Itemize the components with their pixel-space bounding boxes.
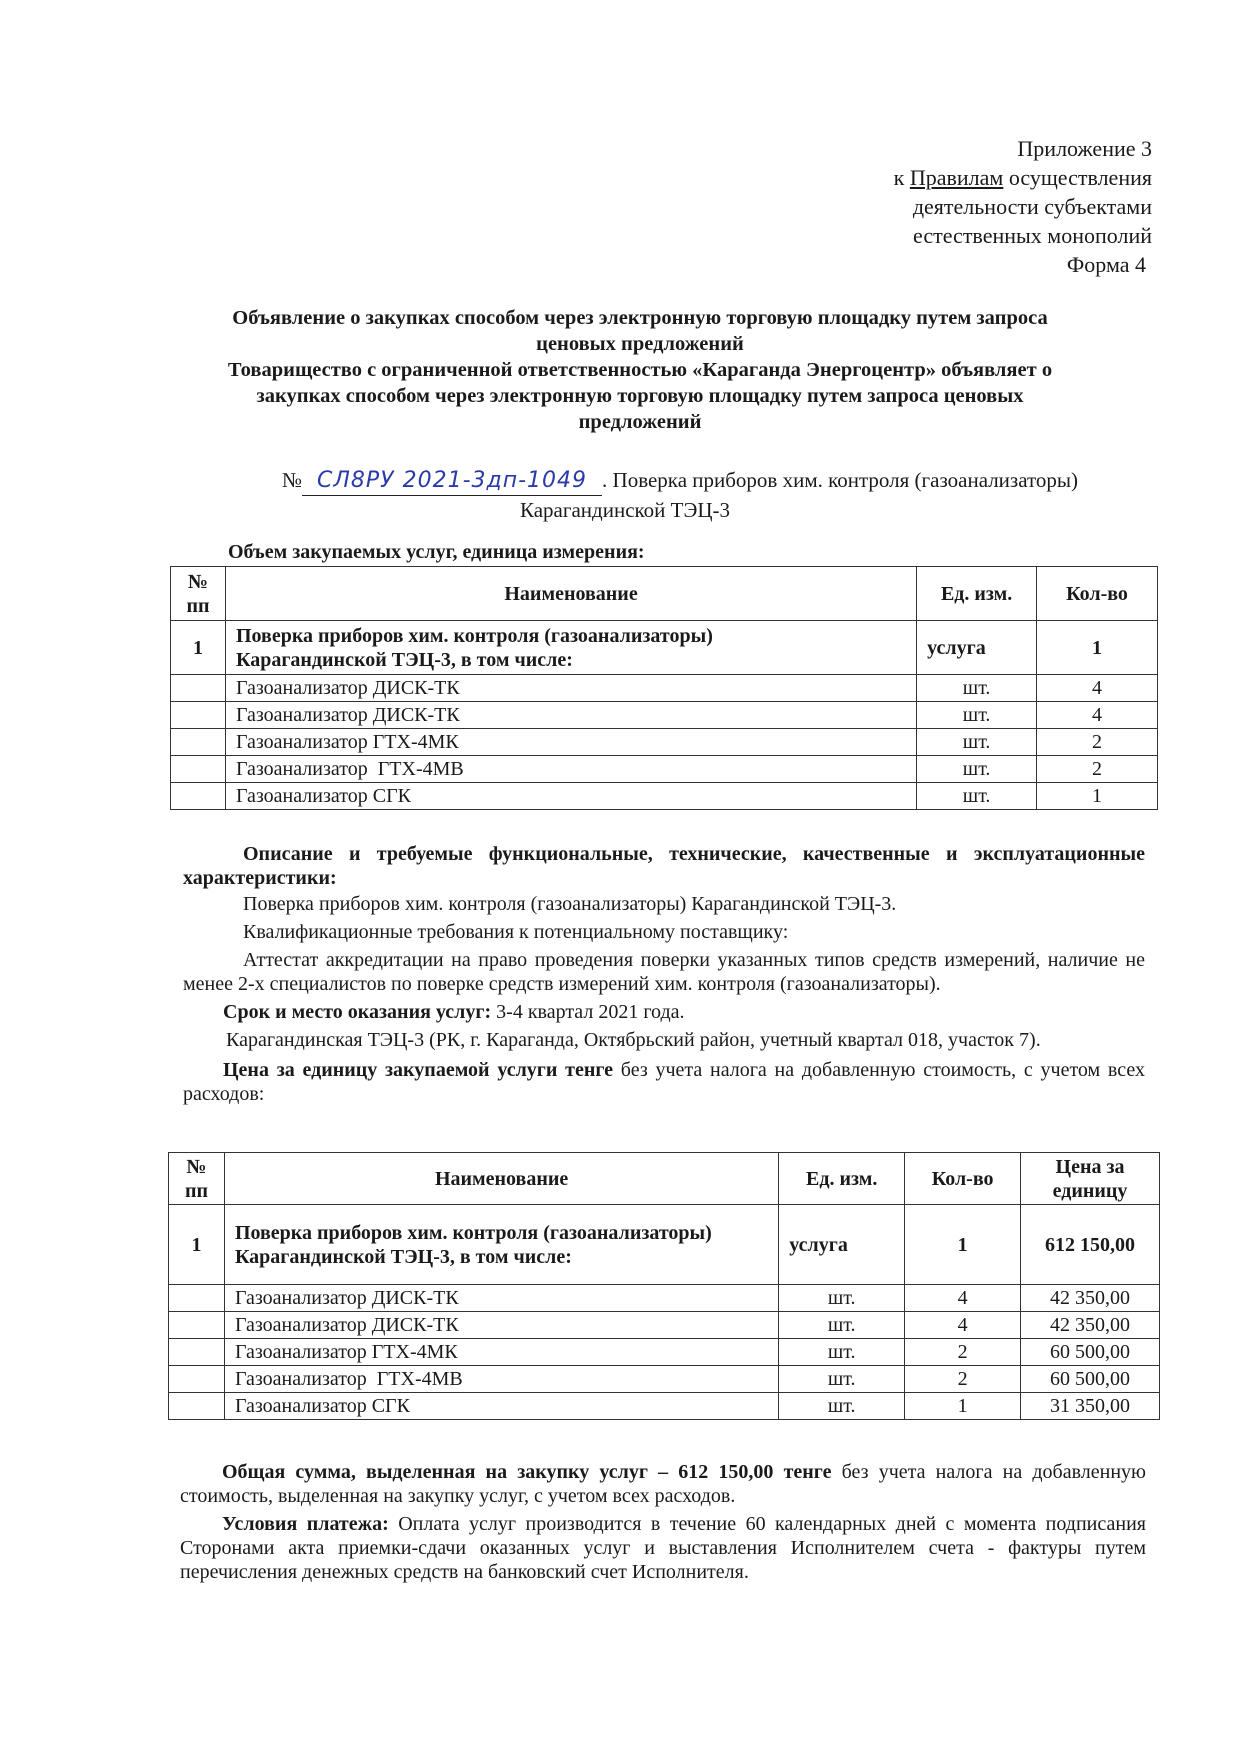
row-unit: шт. [917,729,1037,756]
row-price: 60 500,00 [1021,1339,1160,1366]
row-price: 42 350,00 [1021,1285,1160,1312]
row-qty: 2 [905,1339,1021,1366]
row-unit: шт. [779,1339,905,1366]
price-text: без учета налога на добавленную стоимость, с учетом всех расходов: [183,1059,1145,1105]
row-name: Газоанализатор ГТХ-4МВ [225,756,916,783]
table-row [171,675,1158,702]
header-qty: Кол-во [1037,567,1158,621]
row-unit: услуга [917,621,1037,675]
row-qty: 1 [905,1205,1021,1285]
header-num: № пп [169,1153,225,1205]
payment-label: Условия платежа: [222,1513,389,1535]
table-row [169,1312,1160,1339]
table-row-main [169,1205,1160,1285]
description-line: Поверка приборов хим. контроля (газоанализаторы) Карагандинской ТЭЦ-3. [243,893,897,915]
total-block [180,1460,1146,1584]
volume-table [170,566,1158,810]
number-sign: № [281,468,303,492]
table-row [169,1339,1160,1366]
title-line: Товарищество с ограниченной ответственностью «Караганда Энергоцентр» объявляет о [227,359,1053,381]
description-block [183,842,1145,1106]
row-price: 31 350,00 [1021,1393,1160,1420]
description-line: Квалификационные требования к потенциальному поставщику: [243,921,789,943]
volume-heading: Объем закупаемых услуг, единица измерения: [228,541,645,563]
header-name: Наименование [225,567,916,621]
row-unit: шт. [917,702,1037,729]
payment-text: Оплата услуг производится в течение 60 календарных дней с момента подписания Сторонами акта приемки-сдачи оказанных услуг и выставления Исполнителем счета - фактуры путем перечисления денежных средств на банковский счет Исполнителя. [180,1513,1146,1583]
table-row [169,1285,1160,1312]
appendix-line: деятельности субъектами [912,194,1152,219]
term-label: Срок и место оказания услуг: [223,1001,492,1023]
row-qty: 4 [905,1285,1021,1312]
row-qty: 2 [1037,756,1158,783]
appendix-header [894,134,1152,279]
document-title [150,305,1130,435]
price-label: Цена за единицу закупаемой услуги тенге [223,1059,614,1081]
row-num [171,783,226,810]
number-subject: . Поверка приборов хим. контроля (газоанализаторы) [602,468,1078,492]
row-name: Газоанализатор ДИСК-ТК [224,1285,778,1312]
row-name-line: Поверка приборов хим. контроля (газоанализаторы) [235,624,713,647]
row-num [171,756,226,783]
total-line [180,1460,1146,1508]
appendix-form-label: Форма 4 [1066,252,1146,277]
row-name: Поверка приборов хим. контроля (газоанализаторы) Карагандинской ТЭЦ-3, в том числе: [224,1205,778,1285]
table-row [171,783,1158,810]
header-unit: Ед. изм. [917,567,1037,621]
header-name: Наименование [224,1153,778,1205]
table-row-main [171,621,1158,675]
appendix-line [894,163,1152,192]
row-num [169,1339,225,1366]
table-row [171,729,1158,756]
row-unit: шт. [779,1312,905,1339]
appendix-line: естественных монополий [913,223,1152,248]
row-name-line: Карагандинской ТЭЦ-3, в том числе: [235,648,573,671]
row-num: 1 [169,1205,225,1285]
row-qty: 4 [1037,702,1158,729]
description-heading: Описание и требуемые функциональные, технические, качественные и эксплуатационные характеристики: [183,843,1145,889]
table-header-row [171,567,1158,621]
title-line: ценовых предложений [536,333,744,355]
appendix-line: Приложение 3 [1017,136,1152,161]
row-unit: услуга [779,1205,905,1285]
row-num [171,702,226,729]
row-unit: шт. [779,1285,905,1312]
row-qty: 4 [905,1312,1021,1339]
appendix-text: к [893,165,910,190]
procurement-number [200,466,1160,524]
row-name: Газоанализатор ДИСК-ТК [225,702,916,729]
header-num: № пп [171,567,226,621]
row-unit: шт. [779,1366,905,1393]
row-qty: 1 [1037,621,1158,675]
row-unit: шт. [917,783,1037,810]
row-unit: шт. [917,756,1037,783]
row-num: 1 [171,621,226,675]
header-unit: Ед. изм. [779,1153,905,1205]
row-qty: 4 [1037,675,1158,702]
description-line: Аттестат аккредитации на право проведения поверки указанных типов средств измерений, наличие не менее 2-х специалистов по поверке средств измерений хим. контроля (газоанализаторы). [183,949,1145,995]
row-num [169,1393,225,1420]
row-name: Газоанализатор ГТХ-4МК [225,729,916,756]
row-name: Газоанализатор СГК [225,783,916,810]
row-num [169,1312,225,1339]
number-subject-line2: Карагандинской ТЭЦ-3 [520,498,730,522]
rules-link[interactable]: Правилам [909,165,1004,190]
row-price: 612 150,00 [1021,1205,1160,1285]
header-price: Цена за единицу [1021,1153,1160,1205]
row-qty: 1 [905,1393,1021,1420]
price-table [168,1152,1160,1420]
row-qty: 2 [905,1366,1021,1393]
title-line: закупках способом через электронную торговую площадку путем запроса ценовых [256,385,1024,407]
row-price: 60 500,00 [1021,1366,1160,1393]
row-name: Газоанализатор ГТХ-4МК [224,1339,778,1366]
row-num [171,729,226,756]
total-label: Общая сумма, выделенная на закупку услуг – 612 150,00 тенге [222,1461,832,1483]
row-name: Газоанализатор ГТХ-4МВ [224,1366,778,1393]
row-num [169,1285,225,1312]
row-qty: 1 [1037,783,1158,810]
total-text: без учета налога на добавленную стоимость, выделенная на закупку услуг, с учетом всех расходов. [180,1461,1146,1507]
term-line [183,1000,1145,1024]
table-row [169,1366,1160,1393]
row-name: Газоанализатор ДИСК-ТК [224,1312,778,1339]
row-price: 42 350,00 [1021,1312,1160,1339]
appendix-text: осуществления [1003,165,1152,190]
title-line: предложений [578,411,702,433]
table-header-row [169,1153,1160,1205]
row-unit: шт. [779,1393,905,1420]
row-qty: 2 [1037,729,1158,756]
title-line: Объявление о закупках способом через электронную торговую площадку путем запроса [232,307,1048,329]
term-value: 3-4 квартал 2021 года. [491,1001,685,1023]
term-place: Карагандинская ТЭЦ-3 (РК, г. Караганда, Октябрьский район, учетный квартал 018, участок 7). [226,1029,1041,1051]
price-line [183,1058,1145,1106]
payment-line [180,1512,1146,1584]
header-qty: Кол-во [905,1153,1021,1205]
row-num [171,675,226,702]
table-row [169,1393,1160,1420]
row-num [169,1366,225,1393]
table-row [171,702,1158,729]
row-name: Газоанализатор СГК [224,1393,778,1420]
row-name [225,621,916,675]
row-name: Газоанализатор ДИСК-ТК [225,675,916,702]
table-row [171,756,1158,783]
handwritten-number: СЛ8РУ 2021-3дп-1049 [302,467,602,496]
row-unit: шт. [917,675,1037,702]
